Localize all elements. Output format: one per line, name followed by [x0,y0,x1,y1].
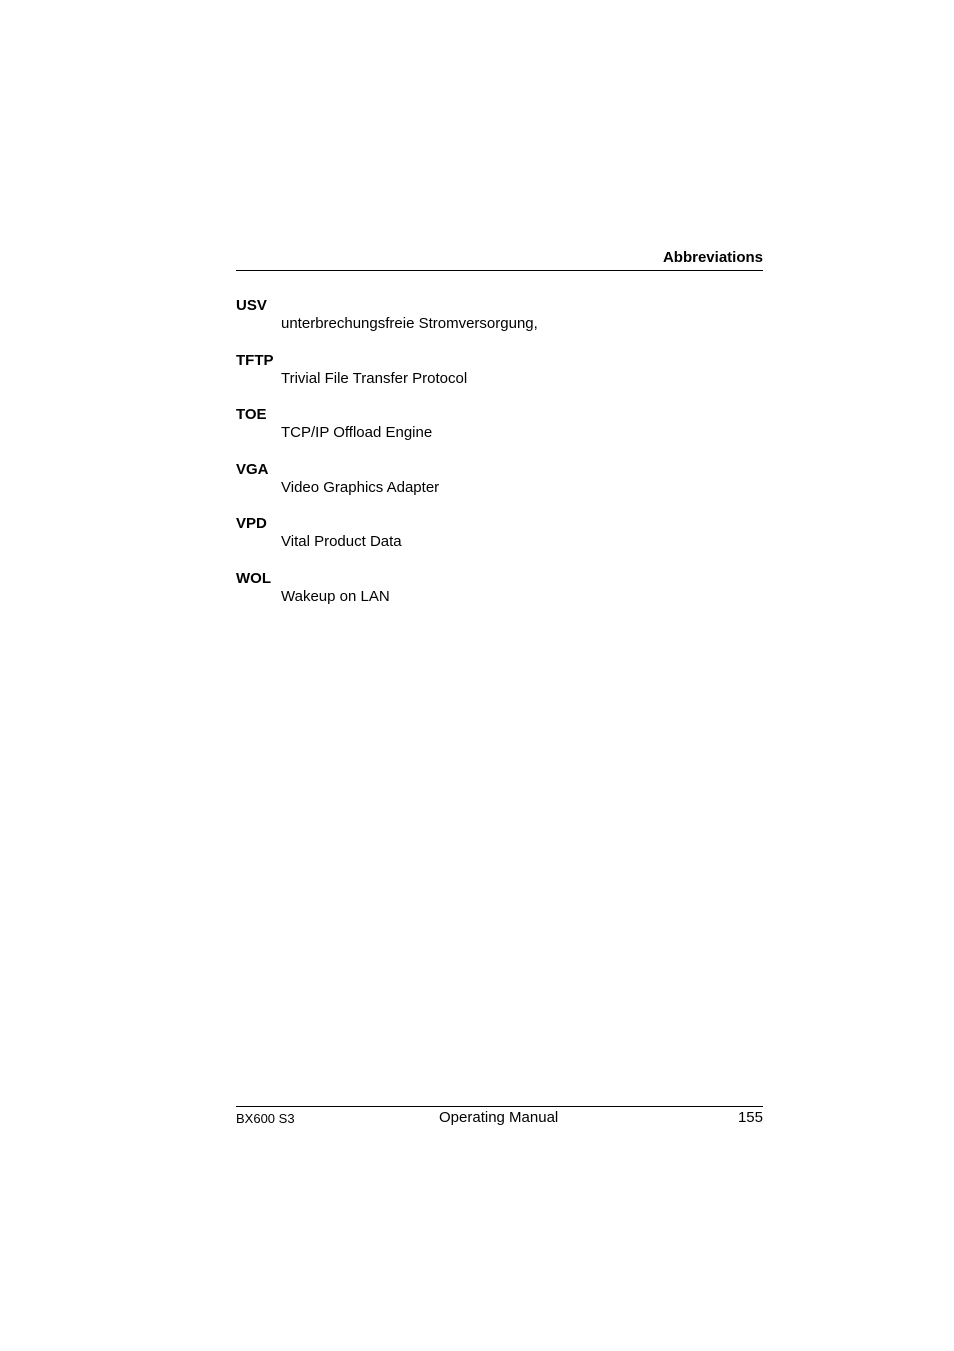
abbreviation-entry [236,461,763,516]
abbreviation-entry [236,515,763,570]
abbreviation-definition: TCP/IP Offload Engine [281,424,433,442]
page-number: 155 [737,1109,763,1126]
section-title: Abbreviations [662,249,763,266]
footer-product: BX600 S3 [236,1111,295,1126]
page-footer [236,1106,763,1131]
abbreviation-term: TFTP [236,351,274,369]
abbreviation-definition: unterbrechungsfreie Stromversorgung, [281,315,538,332]
abbreviation-definition: Vital Product Data [281,533,402,551]
abbreviation-list [236,297,763,625]
abbreviation-definition: Trivial File Transfer Protocol [281,369,468,387]
abbreviation-term: VGA [236,460,269,478]
abbreviation-term: WOL [236,569,271,587]
abbreviation-entry [236,570,763,625]
footer-document-title: Operating Manual [439,1109,559,1126]
abbreviation-definition: Video Graphics Adapter [281,478,440,496]
abbreviation-entry [236,352,763,407]
abbreviation-entry [236,406,763,461]
running-header [236,247,763,271]
abbreviation-definition: Wakeup on LAN [281,587,390,605]
abbreviation-entry [236,297,763,352]
abbreviation-term: USV [236,297,267,314]
abbreviation-term: TOE [236,406,267,424]
abbreviation-term: VPD [236,515,267,533]
